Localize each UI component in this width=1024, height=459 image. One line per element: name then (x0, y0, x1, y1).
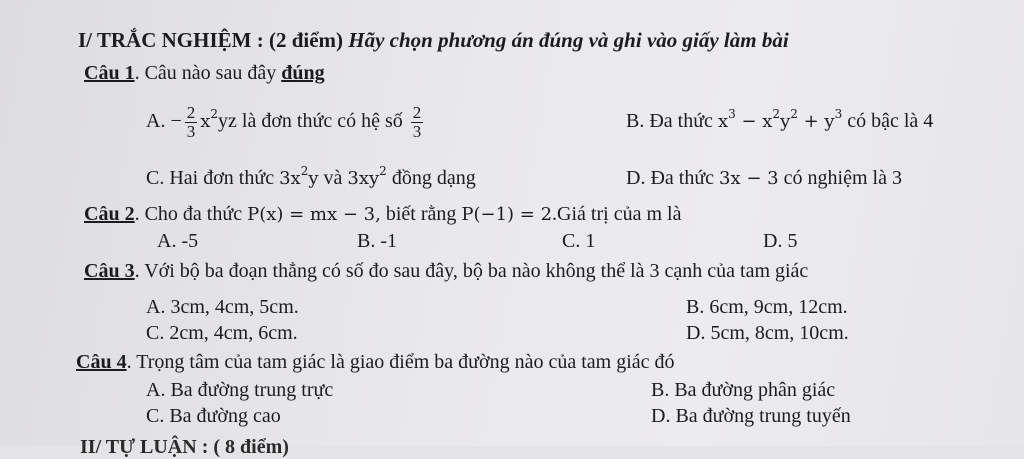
question-1 (84, 62, 325, 85)
fraction-coefficient: $\frac{2}{3}$ (412, 103, 422, 141)
question-1-option-c: C. Hai đơn thức $3x^2y$ và $3xy^2$ đồng dạng (146, 164, 476, 189)
question-2-option-c: C. 1 (562, 230, 596, 252)
section-instruction: Hãy chọn phương án đúng và ghi vào giấy làm bài (348, 28, 789, 52)
section-title: I/ TRẮC NGHIỆM : (2 điểm) (78, 28, 344, 52)
question-3-label: Câu 3 (84, 260, 135, 282)
option-b-suffix: có bậc là 4 (847, 110, 934, 132)
question-1-option-b (626, 107, 934, 133)
question-4-text: . Trọng tâm của tam giác là giao điểm ba đường nào của tam giác đó (126, 351, 675, 373)
question-1-text: . Câu nào sau đây (134, 62, 277, 84)
section-header (78, 28, 789, 53)
question-3 (84, 260, 808, 283)
question-2: Câu 2. Cho đa thức P(x) = mx − 3, biết rằng P(−1) = 2.Giá trị của m là (84, 203, 682, 225)
option-a-prefix: A. − (146, 109, 182, 132)
question-2-option-b: B. -1 (357, 230, 397, 252)
question-2-polynomial: P(x) = mx − 3, (247, 204, 381, 225)
option-c-term1: $3x^2y$ (279, 164, 319, 189)
question-4-option-a: A. Ba đường trung trực (146, 379, 334, 401)
question-2-option-a: A. -5 (157, 230, 199, 252)
question-3-option-b: B. 6cm, 9cm, 12cm. (686, 296, 848, 318)
question-3-option-d: D. 5cm, 8cm, 10cm. (686, 322, 849, 344)
question-1-option-d (626, 167, 902, 190)
question-4-option-c: C. Ba đường cao (146, 405, 281, 427)
question-4-option-b: B. Ba đường phân giác (651, 379, 836, 401)
question-1-emphasis: đúng (281, 62, 325, 84)
question-3-option-c: C. 2cm, 4cm, 6cm. (146, 322, 298, 344)
question-4-label: Câu 4 (76, 351, 127, 373)
option-d-expression: 3x − 3 (719, 168, 779, 189)
question-2-option-d: D. 5 (763, 230, 798, 252)
question-1-label: Câu 1 (84, 62, 135, 84)
question-4-option-d: D. Ba đường trung tuyến (651, 405, 851, 427)
option-c-suffix: đồng dạng (391, 167, 476, 189)
question-1-option-a: A. − $\frac{2}{3}$ $x^2yz$ là đơn thức có hệ số $\frac{2}{3}$ (146, 103, 422, 141)
option-b-expression: $x^3 - x^2y^2 + y^3$ (717, 107, 843, 132)
option-d-prefix: D. Đa thức (626, 167, 715, 189)
option-b-prefix: B. Đa thức (626, 110, 713, 132)
option-d-suffix: có nghiệm là 3 (783, 167, 902, 189)
next-section-heading-cut: II/ TỰ LUẬN : ( 8 điểm) (80, 436, 289, 458)
question-3-option-a: A. 3cm, 4cm, 5cm. (146, 296, 299, 318)
question-2-condition: P(−1) = 2 (461, 204, 553, 225)
option-c-prefix: C. Hai đơn thức (146, 167, 275, 189)
fraction-two-thirds: $\frac{2}{3}$ (186, 103, 196, 141)
option-a-text: yz là đơn thức có hệ số (218, 109, 403, 132)
option-c-term2: $3xy^2$ (347, 164, 387, 189)
question-2-label: Câu 2 (84, 203, 135, 225)
question-3-text: . Với bộ ba đoạn thẳng có số đo sau đây, bộ ba nào không thể là 3 cạnh của tam giác (134, 260, 809, 282)
question-4 (76, 351, 675, 374)
